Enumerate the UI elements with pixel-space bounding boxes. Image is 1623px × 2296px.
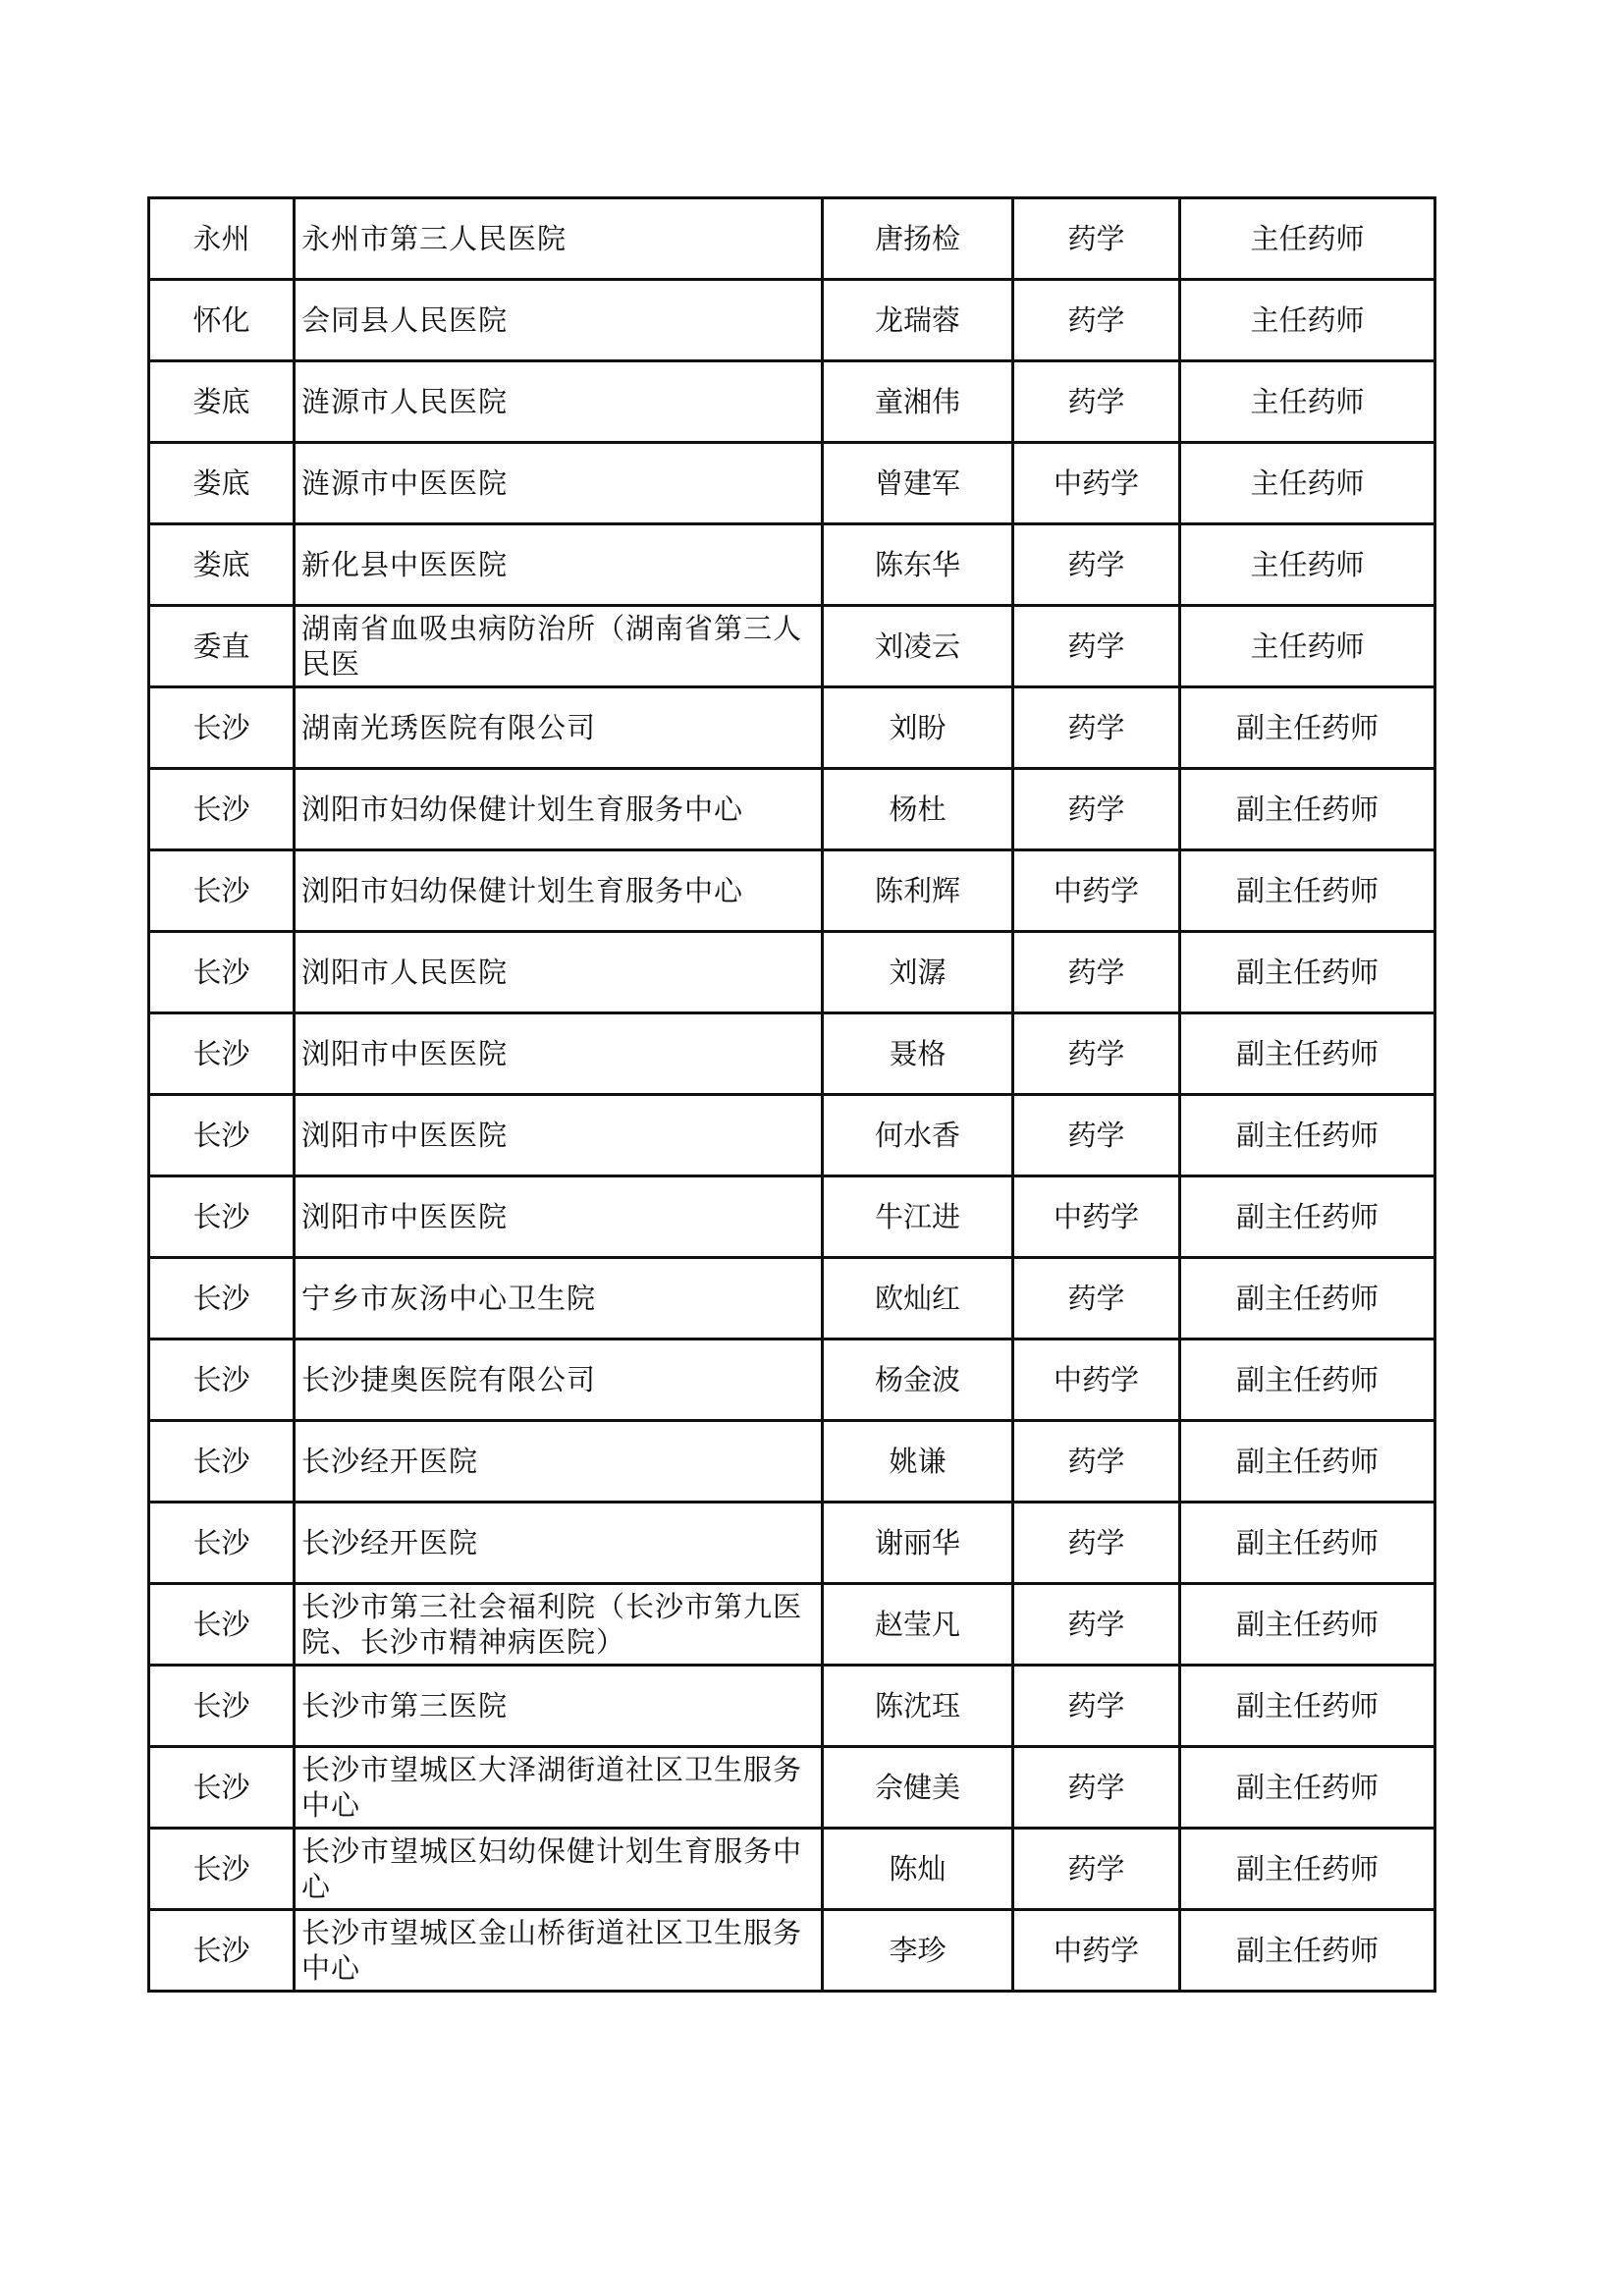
person-name-cell: 陈沈珏 <box>823 1666 1013 1747</box>
table-row <box>149 1176 1435 1258</box>
professional-title-cell: 副主任药师 <box>1180 687 1435 769</box>
organization-cell: 长沙市望城区妇幼保健计划生育服务中心 <box>295 1829 823 1910</box>
major-cell: 药学 <box>1013 361 1180 443</box>
organization-cell: 长沙捷奥医院有限公司 <box>295 1339 823 1421</box>
region-cell: 长沙 <box>149 1176 295 1258</box>
table-row <box>149 1666 1435 1747</box>
region-cell: 娄底 <box>149 443 295 524</box>
table-row <box>149 606 1435 687</box>
professional-title-cell: 主任药师 <box>1180 443 1435 524</box>
person-name-cell: 刘潺 <box>823 932 1013 1013</box>
major-cell: 药学 <box>1013 1013 1180 1095</box>
major-cell: 药学 <box>1013 1258 1180 1339</box>
region-cell: 长沙 <box>149 1503 295 1584</box>
organization-cell: 浏阳市中医医院 <box>295 1176 823 1258</box>
person-name-cell: 唐扬检 <box>823 198 1013 280</box>
organization-cell: 长沙经开医院 <box>295 1503 823 1584</box>
professional-title-cell: 主任药师 <box>1180 280 1435 361</box>
region-cell: 长沙 <box>149 1829 295 1910</box>
person-name-cell: 童湘伟 <box>823 361 1013 443</box>
organization-cell: 浏阳市人民医院 <box>295 932 823 1013</box>
region-cell: 长沙 <box>149 1747 295 1829</box>
region-cell: 长沙 <box>149 850 295 932</box>
major-cell: 中药学 <box>1013 443 1180 524</box>
organization-cell: 浏阳市妇幼保健计划生育服务中心 <box>295 769 823 850</box>
document-table-container <box>147 196 1436 1993</box>
organization-cell: 新化县中医医院 <box>295 524 823 606</box>
organization-cell: 长沙市第三医院 <box>295 1666 823 1747</box>
professional-title-cell: 主任药师 <box>1180 524 1435 606</box>
table-row <box>149 1584 1435 1666</box>
professional-title-cell: 主任药师 <box>1180 606 1435 687</box>
major-cell: 药学 <box>1013 769 1180 850</box>
table-row <box>149 280 1435 361</box>
region-cell: 长沙 <box>149 769 295 850</box>
major-cell: 药学 <box>1013 606 1180 687</box>
organization-cell: 长沙市望城区大泽湖街道社区卫生服务中心 <box>295 1747 823 1829</box>
region-cell: 长沙 <box>149 1584 295 1666</box>
professional-title-cell: 副主任药师 <box>1180 1666 1435 1747</box>
major-cell: 药学 <box>1013 1503 1180 1584</box>
professional-title-cell: 副主任药师 <box>1180 850 1435 932</box>
person-name-cell: 牛江进 <box>823 1176 1013 1258</box>
professional-title-cell: 主任药师 <box>1180 361 1435 443</box>
organization-cell: 长沙市望城区金山桥街道社区卫生服务中心 <box>295 1910 823 1992</box>
table-row <box>149 687 1435 769</box>
region-cell: 长沙 <box>149 1421 295 1503</box>
person-name-cell: 陈灿 <box>823 1829 1013 1910</box>
major-cell: 药学 <box>1013 524 1180 606</box>
region-cell: 长沙 <box>149 1095 295 1176</box>
person-name-cell: 李珍 <box>823 1910 1013 1992</box>
person-name-cell: 龙瑞蓉 <box>823 280 1013 361</box>
region-cell: 委直 <box>149 606 295 687</box>
professional-title-cell: 副主任药师 <box>1180 1176 1435 1258</box>
professional-title-cell: 副主任药师 <box>1180 1421 1435 1503</box>
major-cell: 药学 <box>1013 1584 1180 1666</box>
organization-cell: 宁乡市灰汤中心卫生院 <box>295 1258 823 1339</box>
table-body <box>149 198 1435 1992</box>
professional-title-cell: 副主任药师 <box>1180 1503 1435 1584</box>
professional-title-cell: 副主任药师 <box>1180 932 1435 1013</box>
personnel-table <box>147 196 1436 1993</box>
region-cell: 娄底 <box>149 524 295 606</box>
table-row <box>149 1339 1435 1421</box>
major-cell: 药学 <box>1013 1095 1180 1176</box>
table-row <box>149 769 1435 850</box>
region-cell: 长沙 <box>149 1258 295 1339</box>
table-row <box>149 1421 1435 1503</box>
table-row <box>149 932 1435 1013</box>
major-cell: 药学 <box>1013 1421 1180 1503</box>
major-cell: 药学 <box>1013 932 1180 1013</box>
person-name-cell: 曾建军 <box>823 443 1013 524</box>
person-name-cell: 欧灿红 <box>823 1258 1013 1339</box>
region-cell: 长沙 <box>149 1339 295 1421</box>
person-name-cell: 谢丽华 <box>823 1503 1013 1584</box>
organization-cell: 会同县人民医院 <box>295 280 823 361</box>
professional-title-cell: 副主任药师 <box>1180 1829 1435 1910</box>
region-cell: 长沙 <box>149 932 295 1013</box>
major-cell: 中药学 <box>1013 1910 1180 1992</box>
table-row <box>149 1747 1435 1829</box>
person-name-cell: 何水香 <box>823 1095 1013 1176</box>
major-cell: 药学 <box>1013 1666 1180 1747</box>
professional-title-cell: 副主任药师 <box>1180 1095 1435 1176</box>
region-cell: 长沙 <box>149 1910 295 1992</box>
major-cell: 药学 <box>1013 1747 1180 1829</box>
person-name-cell: 杨金波 <box>823 1339 1013 1421</box>
region-cell: 长沙 <box>149 1666 295 1747</box>
table-row <box>149 1503 1435 1584</box>
person-name-cell: 佘健美 <box>823 1747 1013 1829</box>
table-row <box>149 1829 1435 1910</box>
organization-cell: 湖南省血吸虫病防治所（湖南省第三人民医 <box>295 606 823 687</box>
person-name-cell: 赵莹凡 <box>823 1584 1013 1666</box>
table-row <box>149 1013 1435 1095</box>
major-cell: 药学 <box>1013 687 1180 769</box>
person-name-cell: 杨杜 <box>823 769 1013 850</box>
organization-cell: 浏阳市妇幼保健计划生育服务中心 <box>295 850 823 932</box>
region-cell: 长沙 <box>149 687 295 769</box>
professional-title-cell: 副主任药师 <box>1180 1258 1435 1339</box>
major-cell: 中药学 <box>1013 1176 1180 1258</box>
major-cell: 药学 <box>1013 1829 1180 1910</box>
table-row <box>149 1258 1435 1339</box>
organization-cell: 湖南光琇医院有限公司 <box>295 687 823 769</box>
person-name-cell: 刘盼 <box>823 687 1013 769</box>
organization-cell: 涟源市人民医院 <box>295 361 823 443</box>
professional-title-cell: 副主任药师 <box>1180 1584 1435 1666</box>
professional-title-cell: 副主任药师 <box>1180 1013 1435 1095</box>
person-name-cell: 陈利辉 <box>823 850 1013 932</box>
professional-title-cell: 副主任药师 <box>1180 1910 1435 1992</box>
organization-cell: 浏阳市中医医院 <box>295 1013 823 1095</box>
major-cell: 中药学 <box>1013 850 1180 932</box>
table-row <box>149 361 1435 443</box>
table-row <box>149 1910 1435 1992</box>
professional-title-cell: 副主任药师 <box>1180 1339 1435 1421</box>
region-cell: 怀化 <box>149 280 295 361</box>
professional-title-cell: 主任药师 <box>1180 198 1435 280</box>
region-cell: 长沙 <box>149 1013 295 1095</box>
person-name-cell: 聂格 <box>823 1013 1013 1095</box>
person-name-cell: 姚谦 <box>823 1421 1013 1503</box>
table-row <box>149 524 1435 606</box>
person-name-cell: 陈东华 <box>823 524 1013 606</box>
major-cell: 药学 <box>1013 198 1180 280</box>
organization-cell: 长沙经开医院 <box>295 1421 823 1503</box>
person-name-cell: 刘凌云 <box>823 606 1013 687</box>
table-row <box>149 198 1435 280</box>
region-cell: 娄底 <box>149 361 295 443</box>
table-row <box>149 443 1435 524</box>
organization-cell: 长沙市第三社会福利院（长沙市第九医院、长沙市精神病医院） <box>295 1584 823 1666</box>
region-cell: 永州 <box>149 198 295 280</box>
organization-cell: 浏阳市中医医院 <box>295 1095 823 1176</box>
organization-cell: 永州市第三人民医院 <box>295 198 823 280</box>
professional-title-cell: 副主任药师 <box>1180 1747 1435 1829</box>
organization-cell: 涟源市中医医院 <box>295 443 823 524</box>
professional-title-cell: 副主任药师 <box>1180 769 1435 850</box>
major-cell: 药学 <box>1013 280 1180 361</box>
major-cell: 中药学 <box>1013 1339 1180 1421</box>
table-row <box>149 850 1435 932</box>
table-row <box>149 1095 1435 1176</box>
